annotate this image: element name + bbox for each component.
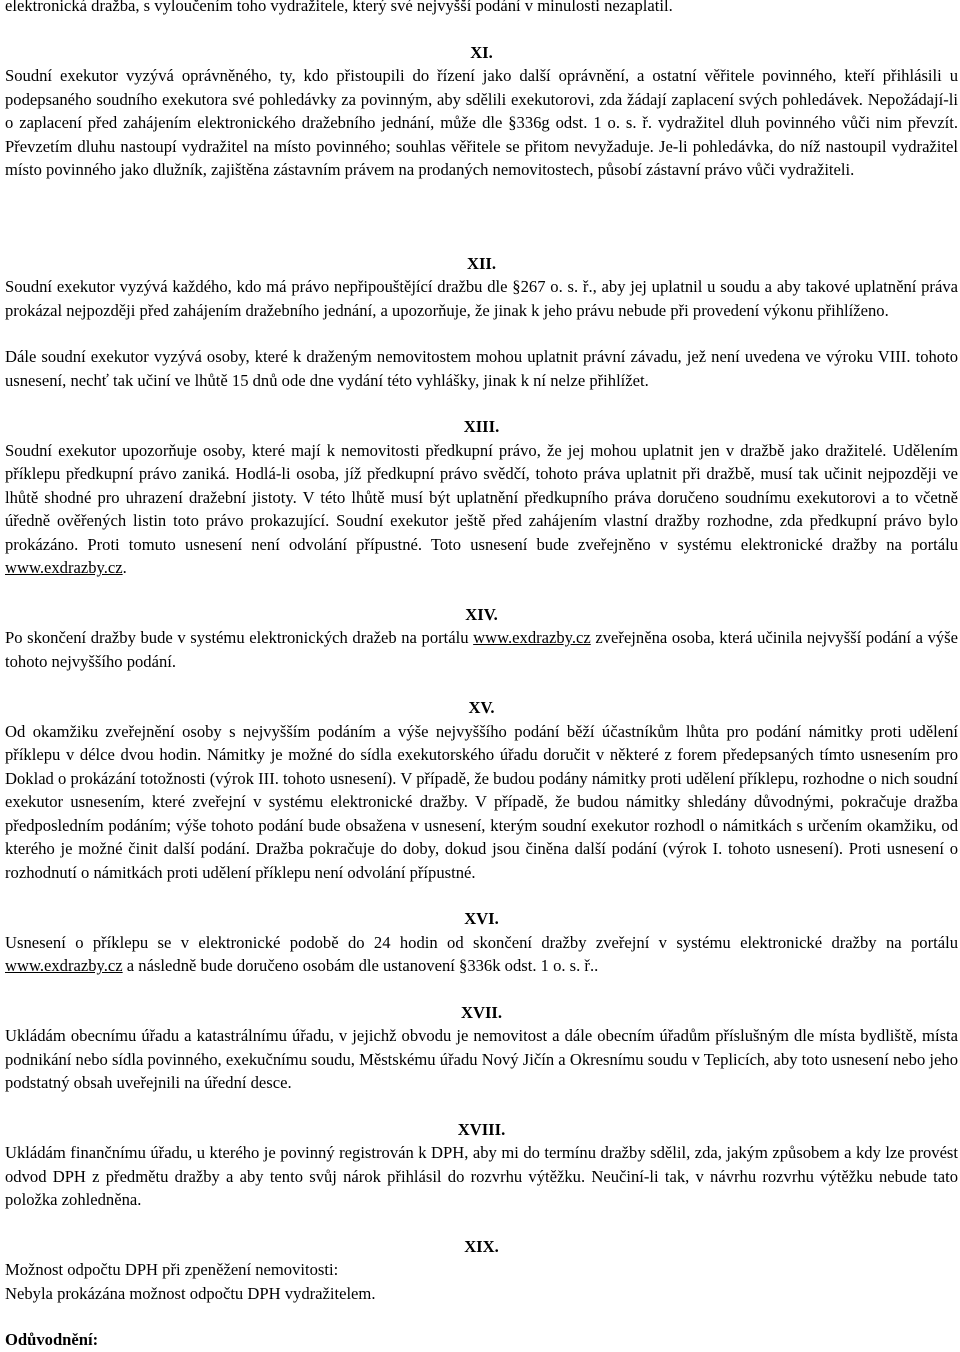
section-xi-paragraph: Soudní exekutor vyzývá oprávněného, ty, kdo přistoupili do řízení jako další oprávnění, a ostatní věřitele povinného, kteří přihlásili u podepsaného soudního exekutora své pohledávky za povinným, aby sdělili exekutorovi, zda žádají zaplacení svých pohledávek. Nepožádají-li o zaplacení před zahájením elektronického dražebního jednání, může dle §336g odst. 1 o. s. ř. vydražitel dluh povinného vůči nim převzít. Převzetím dluhu nastoupí vydražitel na místo povinného; souhlas věřitele se přitom nevyžaduje. Je-li pohledávka, do níž nastoupil vydražitel místo povinného jako dlužník, zajištěna zástavním právem na prodaných nemovitostech, působí zástavní právo vůči vydražiteli. <box>5 66 958 179</box>
section-xii-paragraph-2: Dále soudní exekutor vyzývá osoby, které k draženým nemovitostem mohou uplatnit právní závadu, jež není uvedena ve výroku VIII. tohoto usnesení, nechť tak učiní ve lhůtě 15 dnů ode dne vydání této vyhlášky, jinak k ní nelze přihlížet. <box>5 347 958 390</box>
section-xiii-paragraph <box>5 439 958 580</box>
section-xvii-paragraph: Ukládám obecnímu úřadu a katastrálnímu úřadu, v jejichž obvodu je nemovitost a dále obecním úřadům příslušným dle místa bydliště, místa podnikání nebo sídla povinného, exekučnímu soudu, Městskému úřadu Nový Jičín a Okresnímu soudu v Teplicích, aby toto usnesení nebo jeho podstatný obsah uveřejnili na úřední desce. <box>5 1026 958 1092</box>
document-page <box>5 0 958 1352</box>
section-heading-xi: XI. <box>470 42 493 62</box>
section-heading-xix: XIX. <box>464 1236 499 1256</box>
exdrazby-link[interactable]: www.exdrazby.cz <box>5 956 123 975</box>
section-xvi-text: Usnesení o příklepu se v elektronické podobě do 24 hodin od skončení dražby zveřejní v systému elektronické dražby na portálu <box>5 932 958 952</box>
section-xviii-paragraph: Ukládám finančnímu úřadu, u kterého je povinný registrován k DPH, aby mi do termínu dražby sdělil, zda, jakým způsobem a kdy lze provést odvod DPH z předmětu dražby a aby tento svůj nárok přihlásil do rozvrhu výtěžku. Neučiní-li tak, v návrhu rozvrhu výtěžku nebude tato položka zohledněna. <box>5 1143 958 1209</box>
section-heading-xv: XV. <box>468 698 495 717</box>
section-xvi-text-end: a následně bude doručeno osobám dle ustanovení §336k odst. 1 o. s. ř.. <box>122 956 599 975</box>
section-xix-line-1: Možnost odpočtu DPH při zpeněžení nemovitosti: <box>5 1260 339 1279</box>
section-xii-paragraph-1: Soudní exekutor vyzývá každého, kdo má právo nepřipouštějící dražbu dle §267 o. s. ř., aby jej uplatnil u soudu a aby takové uplatnění práva prokázal nejpozději před zahájením dražebního jednání, a upozorňuje, že jinak k jeho právu nebude při provedení výkonu přihlíženo. <box>5 277 958 320</box>
section-heading-xii: XII. <box>466 253 497 273</box>
section-xiv-paragraph <box>5 626 958 673</box>
section-xvi-paragraph <box>5 931 958 978</box>
section-xix-line-2: Nebyla prokázána možnost odpočtu DPH vydražitelem. <box>5 1283 376 1303</box>
section-xiv-text: Po skončení dražby bude v systému elektronických dražeb na portálu <box>5 628 474 647</box>
section-xv-paragraph: Od okamžiku zveřejnění osoby s nejvyšším podáním a výše nejvyššího podání běží účastníkům lhůta pro podání námitky proti udělení příklepu v délce dvou hodin. Námitky je možné do sídla exekutorského úřadu doručit v některé z forem předepsaných tímto usnesením pro Doklad o prokázání totožnosti (výrok III. tohoto usnesení). V případě, že budou podány námitky proti udělení příklepu, rozhodne o nich soudní exekutor usnesením, které zveřejní v systému elektronické dražby. V případě, že budou námitky shledány důvodnými, pokračuje dražba předposledním podáním; výše tohoto podání bude obsažena v usnesení, kterým soudní exekutor rozhodl o námitkách s určením okamžiku, od kterého je možné činit další podání. Dražba pokračuje do doby, dokud jsou činěna další podání (výrok I. tohoto usnesení). Proti usnesení o rozhodnutí o námitkách proti udělení příklepu není odvolání přípustné. <box>5 721 958 882</box>
section-heading-xiv: XIV. <box>465 604 498 624</box>
section-heading-xvi: XVI. <box>464 909 499 928</box>
section-heading-xviii: XVIII. <box>457 1119 506 1139</box>
section-xiv-text-end: zveřejněna osoba, která učinila nejvyšší podání a výše tohoto nejvyššího podání. <box>5 628 958 671</box>
exdrazby-link[interactable]: www.exdrazby.cz <box>473 628 591 647</box>
section-heading-xvii: XVII. <box>460 1002 503 1022</box>
exdrazby-link[interactable]: www.exdrazby.cz <box>5 558 123 577</box>
reasoning-heading: Odůvodnění: <box>5 1330 99 1349</box>
section-xiii-text: Soudní exekutor upozorňuje osoby, které mají k nemovitosti předkupní právo, že jej mohou uplatnit jen v dražbě jako dražitelé. Udělením příklepu předkupní právo zaniká. Hodlá-li osoba, jíž předkupní právo svědčí, tohoto práva uplatnit při dražbě, musí tak učinit nejpozději ve lhůtě shodné pro uhrazení dražební jistoty. V této lhůtě musí být uplatnění předkupního práva doručeno soudnímu exekutorovi a to včetně úředně ověřených listin toto právo prokazující. Soudní exekutor ještě před zahájením vlastní dražby rozhodne, zda předkupní právo bylo prokázáno. Proti tomuto usnesení není odvolání přípustné. Toto usnesení bude zveřejněno v systému elektronické dražby na portálu <box>5 440 958 554</box>
section-xiii-text-end: . <box>122 558 127 577</box>
intro-paragraph: elektronická dražba, s vyloučením toho vydražitele, který své nejvyšší podání v minulosti nezaplatil. <box>5 0 673 15</box>
section-heading-xiii: XIII. <box>463 417 500 436</box>
